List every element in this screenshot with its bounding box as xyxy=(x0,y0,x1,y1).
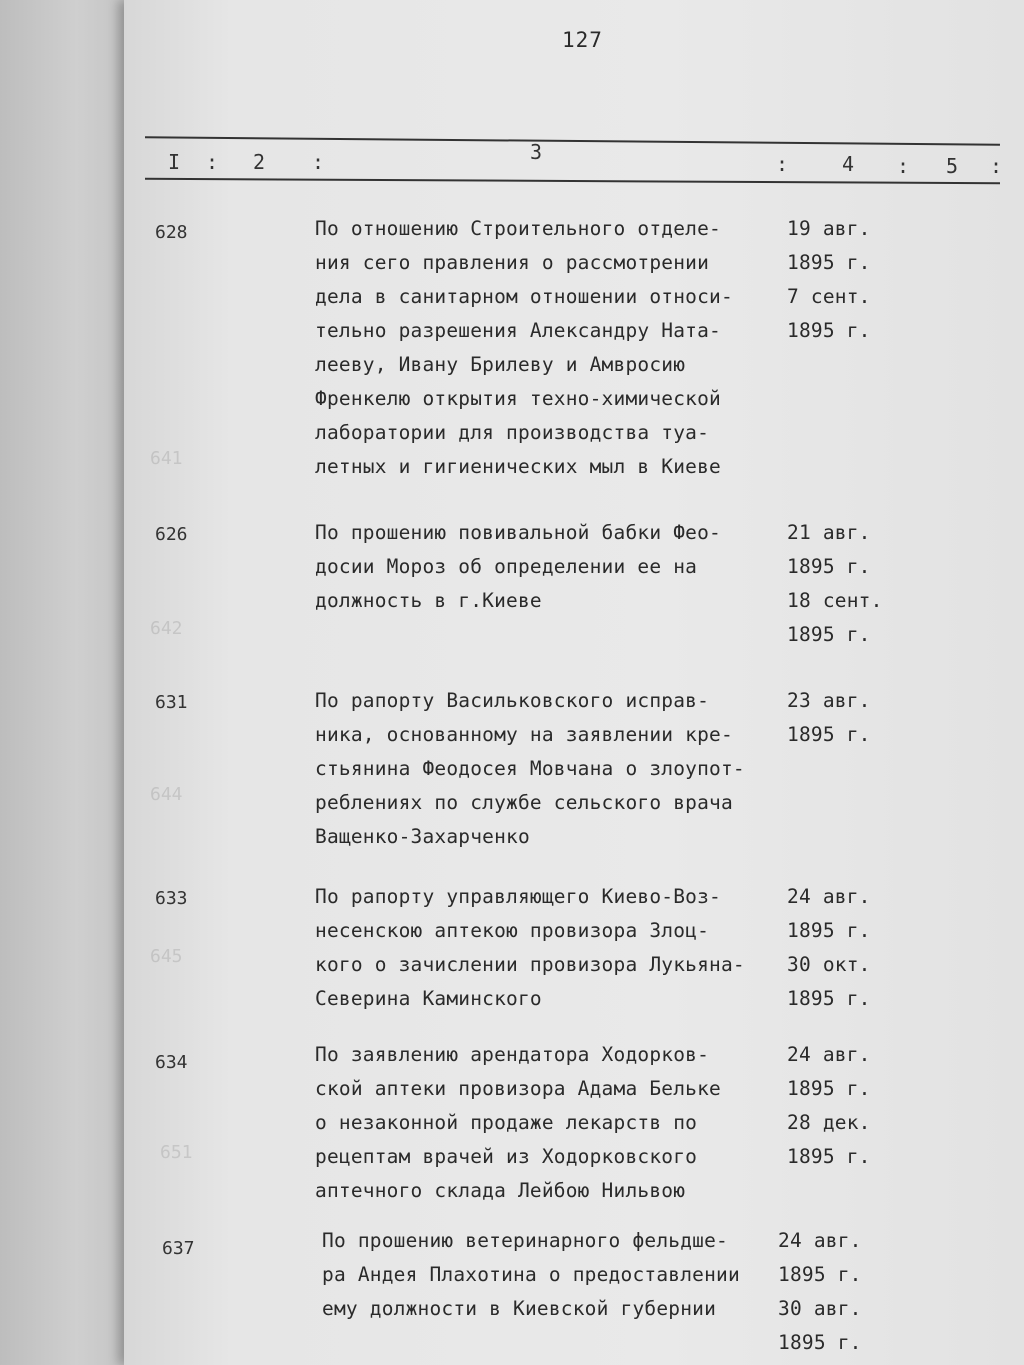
entry-date-line: 1895 г. xyxy=(787,319,871,342)
entry-text-line: несенскою аптекою провизора Злоц- xyxy=(315,919,710,942)
entry-date-line: 24 авг. xyxy=(787,885,871,908)
header-sep-2: : xyxy=(312,150,325,174)
entry-description xyxy=(315,684,795,854)
entry-text-line: рецептам врачей из Ходорковского xyxy=(315,1145,698,1168)
entry-number: 626 xyxy=(155,524,188,545)
entry-text-line: досии Мороз об определении ее на xyxy=(315,555,698,578)
entry-text-line: тельно разрешения Александру Ната- xyxy=(315,319,721,342)
entry-date-line: 24 авг. xyxy=(787,1043,871,1066)
header-col1: I xyxy=(168,150,181,174)
entry-date-line: 21 авг. xyxy=(787,521,871,544)
entry-date-line: 18 сент. xyxy=(787,589,883,612)
entry-description xyxy=(315,212,795,484)
entry-date-line: 1895 г. xyxy=(787,987,871,1010)
header-col4: 4 xyxy=(842,152,855,176)
entry-description xyxy=(315,1038,795,1208)
entry-text-line: реблениях по службе сельского врача xyxy=(315,791,733,814)
entry-text-line: ника, основанному на заявлении кре- xyxy=(315,723,733,746)
entry-text-line: кого о зачислении провизора Лукьяна- xyxy=(315,953,745,976)
bleed-through: 651 xyxy=(160,1142,193,1163)
facing-page-edge xyxy=(0,0,128,1365)
entry-description xyxy=(315,880,795,1016)
bleed-through: 642 xyxy=(150,618,183,639)
entry-text-line: летных и гигиенических мыл в Киеве xyxy=(315,455,721,478)
entry-text-line: лаборатории для производства туа- xyxy=(315,421,710,444)
entry-date-line: 7 сент. xyxy=(787,285,871,308)
entry-date-line: 1895 г. xyxy=(787,251,871,274)
entry-description xyxy=(322,1224,802,1326)
entry-text-line: По рапорту Васильковского исправ- xyxy=(315,689,710,712)
entry-number: 634 xyxy=(155,1052,188,1073)
entry-text-line: По отношению Строительного отделе- xyxy=(315,217,721,240)
entry-text-line: аптечного склада Лейбою Нильвою xyxy=(315,1179,686,1202)
entry-dates xyxy=(787,1038,907,1174)
entry-number: 637 xyxy=(162,1238,195,1259)
entry-number: 628 xyxy=(155,222,188,243)
entry-date-line: 19 авг. xyxy=(787,217,871,240)
entry-date-line: 1895 г. xyxy=(787,555,871,578)
entry-dates xyxy=(778,1224,898,1360)
entry-date-line: 1895 г. xyxy=(778,1331,862,1354)
entry-date-line: 28 дек. xyxy=(787,1111,871,1134)
entry-text-line: Френкелю открытия техно-химической xyxy=(315,387,721,410)
entry-text-line: о незаконной продаже лекарств по xyxy=(315,1111,698,1134)
entry-dates xyxy=(787,516,907,652)
entry-date-line: 24 авг. xyxy=(778,1229,862,1252)
entry-date-line: 23 авг. xyxy=(787,689,871,712)
entry-text-line: ра Андея Плахотина о предоставлении xyxy=(322,1263,740,1286)
entry-dates xyxy=(787,880,907,1016)
entry-date-line: 1895 г. xyxy=(787,623,871,646)
entry-number: 633 xyxy=(155,888,188,909)
entry-text-line: ния сего правления о рассмотрении xyxy=(315,251,710,274)
header-sep-1: : xyxy=(206,150,219,174)
entry-date-line: 30 авг. xyxy=(778,1297,862,1320)
page-number: 127 xyxy=(562,28,603,52)
bleed-through: 645 xyxy=(150,946,183,967)
header-col5: 5 xyxy=(946,154,959,178)
header-sep-4: : xyxy=(897,154,910,178)
entry-date-line: 1895 г. xyxy=(787,723,871,746)
entry-text-line: должность в г.Киеве xyxy=(315,589,542,612)
entry-text-line: лееву, Ивану Брилеву и Амвросию xyxy=(315,353,686,376)
entry-text-line: стьянина Феодосея Мовчана о злоупот- xyxy=(315,757,745,780)
header-col3: 3 xyxy=(530,140,543,164)
bleed-through: 644 xyxy=(150,784,183,805)
entry-text-line: Северина Каминского xyxy=(315,987,542,1010)
entry-text-line: ему должности в Киевской губернии xyxy=(322,1297,717,1320)
entry-date-line: 30 окт. xyxy=(787,953,871,976)
entry-text-line: По прошению повивальной бабки Фео- xyxy=(315,521,721,544)
entry-number: 631 xyxy=(155,692,188,713)
entry-description xyxy=(315,516,795,618)
entry-text-line: дела в санитарном отношении относи- xyxy=(315,285,733,308)
entry-dates xyxy=(787,684,907,752)
entry-text-line: Ващенко-Захарченко xyxy=(315,825,530,848)
entry-date-line: 1895 г. xyxy=(787,1145,871,1168)
entry-date-line: 1895 г. xyxy=(778,1263,862,1286)
header-col2: 2 xyxy=(253,150,266,174)
entry-dates xyxy=(787,212,907,348)
entry-text-line: По заявлению арендатора Ходорков- xyxy=(315,1043,710,1066)
header-sep-5: : xyxy=(990,154,1003,178)
entry-date-line: 1895 г. xyxy=(787,919,871,942)
entry-text-line: По прошению ветеринарного фельдше- xyxy=(322,1229,728,1252)
entry-text-line: По рапорту управляющего Киево-Воз- xyxy=(315,885,721,908)
entry-date-line: 1895 г. xyxy=(787,1077,871,1100)
header-sep-3: : xyxy=(776,152,789,176)
bleed-through: 641 xyxy=(150,448,183,469)
entry-text-line: ской аптеки провизора Адама Бельке xyxy=(315,1077,721,1100)
